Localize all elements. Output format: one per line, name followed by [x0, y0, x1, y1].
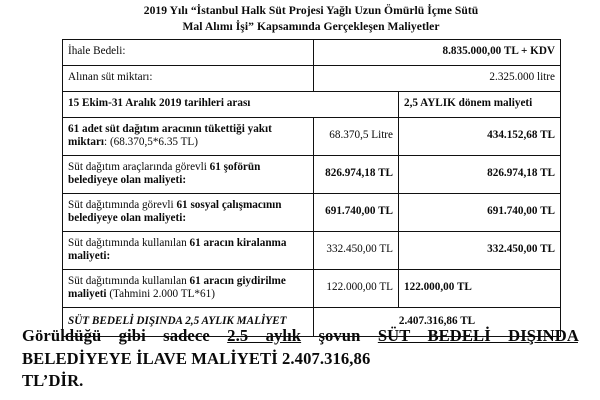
row-right-yakit: 434.152,68 TL [399, 118, 561, 156]
table-row [63, 118, 561, 156]
row-label-kiralanma-bold: 61 aracın kiralanma maliyeti: [68, 236, 287, 262]
row-label-yakit-rest: : (68.370,5*6.35 TL) [104, 136, 198, 148]
row-right-giydirilme: 122.000,00 TL [399, 270, 561, 308]
conclusion-underline-1: 2.5 aylık [227, 326, 302, 345]
table-row [63, 66, 561, 92]
row-label-kiralanma [63, 232, 314, 270]
table-row [63, 156, 561, 194]
conclusion-part-1: Görüldüğü gibi sadece [22, 326, 228, 345]
row-right-kiralanma: 332.450,00 TL [399, 232, 561, 270]
table-row [63, 194, 561, 232]
row-label-yakit [63, 118, 314, 156]
row-right-sosyal-calismaci: 691.740,00 TL [399, 194, 561, 232]
row-mid-kiralanma: 332.450,00 TL [314, 232, 399, 270]
row-value-ihale-bedeli: 8.835.000,00 TL + KDV [314, 40, 561, 66]
conclusion-part-4: TL’DİR. [22, 371, 84, 390]
row-label-sosyal-pre: Süt dağıtımında görevli [68, 198, 177, 211]
row-mid-sofor: 826.974,18 TL [314, 156, 399, 194]
row-label-sofor-bold: 61 şoförün belediyeye olan maliyeti: [68, 160, 261, 186]
row-label-sosyal-bold: 61 sosyal çalışmacının belediyeye olan maliyeti: [68, 198, 282, 224]
page-title-line-2: Mal Alımı İşi” Kapsamında Gerçekleşen Maliyetler [182, 20, 440, 33]
conclusion-underline-2: SÜT BEDELİ DIŞINDA [377, 326, 578, 345]
cost-table [62, 39, 561, 337]
row-label-ihale-bedeli: İhale Bedeli: [63, 40, 314, 66]
row-label-giydirilme [63, 270, 314, 308]
row-label-giydirilme-bold: 61 aracın giydirilme maliyeti [68, 274, 286, 300]
total-value: 2.407.316,86 TL [314, 308, 561, 337]
table-row [63, 270, 561, 308]
period-header-label: 15 Ekim-31 Aralık 2019 tarihleri arası [63, 92, 399, 118]
row-value-alinan-sut-miktari: 2.325.000 litre [314, 66, 561, 92]
table-row [63, 232, 561, 270]
row-label-sofor-pre: Süt dağıtım araçlarında görevli [68, 160, 210, 173]
row-label-yakit-bold: 61 adet süt dağıtım aracının tükettiği yakıt miktarı [68, 122, 272, 148]
row-label-giydirilme-rest: (Tahmini 2.000 TL*61) [106, 288, 215, 300]
table-row [63, 40, 561, 66]
total-label: SÜT BEDELİ DIŞINDA 2,5 AYLIK MALİYET [63, 308, 314, 337]
page-title-line-1: 2019 Yılı “İstanbul Halk Süt Projesi Yağlı Uzun Ömürlü İçme Sütü [143, 4, 479, 17]
conclusion-part-2: şovun [301, 326, 378, 345]
period-header-value: 2,5 AYLIK dönem maliyeti [399, 92, 561, 118]
row-mid-sosyal-calismaci: 691.740,00 TL [314, 194, 399, 232]
row-label-alinan-sut-miktari: Alınan süt miktarı: [63, 66, 314, 92]
row-label-kiralanma-pre: Süt dağıtımında kullanılan [68, 236, 190, 249]
row-label-giydirilme-pre: Süt dağıtımında kullanılan [68, 274, 190, 287]
page-title [62, 3, 560, 35]
row-mid-yakit: 68.370,5 Litre [314, 118, 399, 156]
conclusion-part-3: BELEDİYEYE İLAVE MALİYETİ 2.407.316,86 [22, 348, 371, 368]
conclusion-paragraph [22, 325, 578, 393]
row-label-sosyal-calismaci [63, 194, 314, 232]
row-right-sofor: 826.974,18 TL [399, 156, 561, 194]
row-label-sofor [63, 156, 314, 194]
row-mid-giydirilme: 122.000,00 TL [314, 270, 399, 308]
table-header-row [63, 92, 561, 118]
